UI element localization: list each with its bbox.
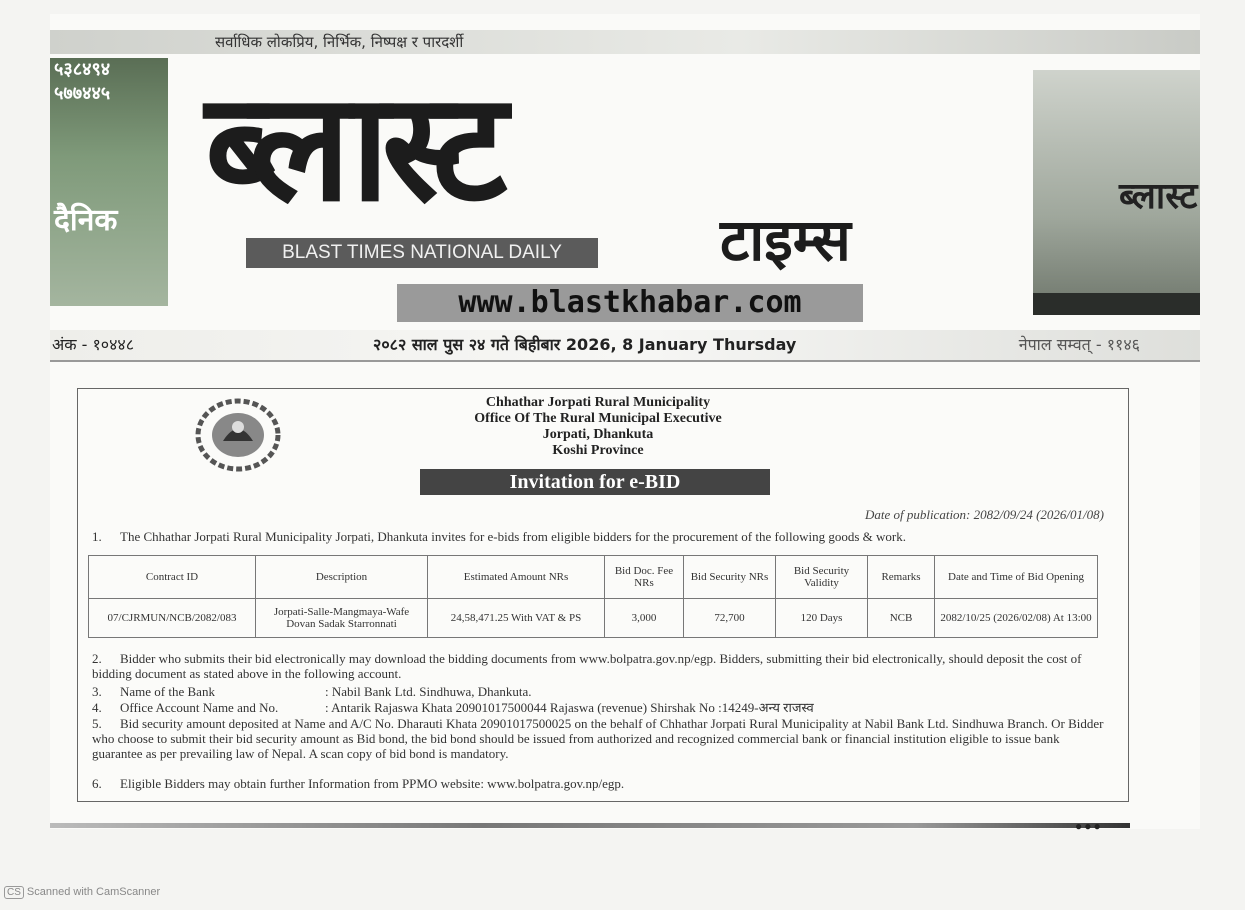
account-label: Office Account Name and No. [120,700,279,715]
notice-paragraph-1 [92,529,1110,544]
office-header-line: Chhathar Jorpati Rural Municipality [485,395,711,410]
newspaper-logo [205,58,995,274]
logo-subtitle: टाइम्स [720,206,851,274]
column-header: Description [256,556,428,599]
table-cell: Jorpati-Salle-Mangmaya-Wafe Dovan Sadak Starronnati [256,599,428,638]
table-cell: 07/CJRMUN/NCB/2082/083 [89,599,256,638]
publication-dateline: २०८२ साल पुस २४ गते बिहीबार 2026, 8 January Thursday [373,335,797,354]
table-cell: 72,700 [684,599,776,638]
right-advertisement [1033,70,1200,315]
notice-paragraph-4 [92,700,1110,715]
bid-table [88,555,1098,638]
notice-paragraph-2 [92,651,1110,681]
publication-date: Date of publication: 2082/09/24 (2026/01/08) [864,507,1104,522]
column-header: Bid Security NRs [684,556,776,599]
nepal-sambat-year: नेपाल सम्वत् - ११४६ [1018,335,1140,354]
notice-paragraph-5 [92,716,1110,761]
paragraph-text: The Chhathar Jorpati Rural Municipality Jorpati, Dhankuta invites for e-bids from eligible bidders for the procurement of the following goods & work. [120,529,906,544]
table-cell: 24,58,471.25 With VAT & PS [428,599,605,638]
column-header: Bid Security Validity [776,556,868,599]
paragraph-text: Bidder who submits their bid electronically may download the bidding documents from www.bolpatra.gov.np/egp. Bidders, submitting their bid electronically, should deposit the cost of bidding document as stated above in the following account. [92,651,1082,681]
column-header: Estimated Amount NRs [428,556,605,599]
left-advertisement [50,58,168,306]
paragraph-text: Bid security amount deposited at Name and A/C No. Dharauti Khata 20901017500025 on the behalf of Chhathar Jorpati Rural Municipality at Nabil Bank Ltd. Sindhuwa Branch. Or Bidder who choose to submit their bid security amount as Bid bond, the bid bond should be issued from authorized and recognized commercial bank or financial institution eligible to issue bank guarantee as per prevailing law of Nepal. A scan copy of bid bond is mandatory. [92,716,1104,761]
column-header: Contract ID [89,556,256,599]
table-cell: 120 Days [776,599,868,638]
website-banner: www.blastkhabar.com [397,284,863,322]
table-cell: NCB [868,599,935,638]
table-cell: 3,000 [605,599,684,638]
notice-title: Invitation for e-BID [420,469,770,495]
watermark-text: Scanned with CamScanner [26,886,161,898]
tender-notice [77,388,1129,802]
paragraph-number: 6. [92,776,102,791]
decorative-dots: ●●● [1075,819,1103,833]
notice-paragraph-6 [92,776,1110,791]
paragraph-number: 3. [92,684,102,699]
left-ad-number-1: ५३८४९४ [54,59,111,80]
logo-main-text: ब्लास्ट [205,61,500,235]
column-header: Remarks [868,556,935,599]
office-header-line: Koshi Province [552,443,644,458]
bank-label: Name of the Bank [120,684,215,699]
left-ad-text: दैनिक [54,203,118,238]
office-header-line: Office Of The Rural Municipal Executive [474,411,722,426]
issue-number: अंक - १०४४८ [52,335,135,354]
scanner-watermark [4,886,160,899]
english-title-strip: BLAST TIMES NATIONAL DAILY [246,238,598,268]
paragraph-number: 5. [92,716,102,731]
notice-paragraph-3 [92,684,1110,699]
bottom-divider [50,823,1130,828]
masthead-tagline: सर्वाधिक लोकप्रिय, निर्भिक, निष्पक्ष र पारदर्शी [215,33,464,51]
column-header: Date and Time of Bid Opening [935,556,1098,599]
table-cell: 2082/10/25 (2026/02/08) At 13:00 [935,599,1098,638]
table-row [89,599,1098,638]
paragraph-text: Eligible Bidders may obtain further Information from PPMO website: www.bolpatra.gov.np/egp. [120,776,625,791]
office-header-line: Jorpati, Dhankuta [542,427,654,442]
left-ad-number-2: ५७७४४५ [54,83,111,104]
office-header [78,395,1118,459]
paragraph-number: 1. [92,529,102,544]
dateline-bar [50,330,1200,362]
table-header-row [89,556,1098,599]
column-header: Bid Doc. Fee NRs [605,556,684,599]
paragraph-number: 4. [92,700,102,715]
camscanner-logo-icon: CS [4,886,24,899]
account-value: : Antarik Rajaswa Khata 20901017500044 Rajaswa (revenue) Shirshak No :14249-अन्य राजस्व [325,700,814,715]
right-ad-bar [1033,293,1200,315]
bank-value: : Nabil Bank Ltd. Sindhuwa, Dhankuta. [325,684,532,699]
right-ad-text: ब्लास्ट [1119,176,1198,217]
paragraph-number: 2. [92,651,102,666]
